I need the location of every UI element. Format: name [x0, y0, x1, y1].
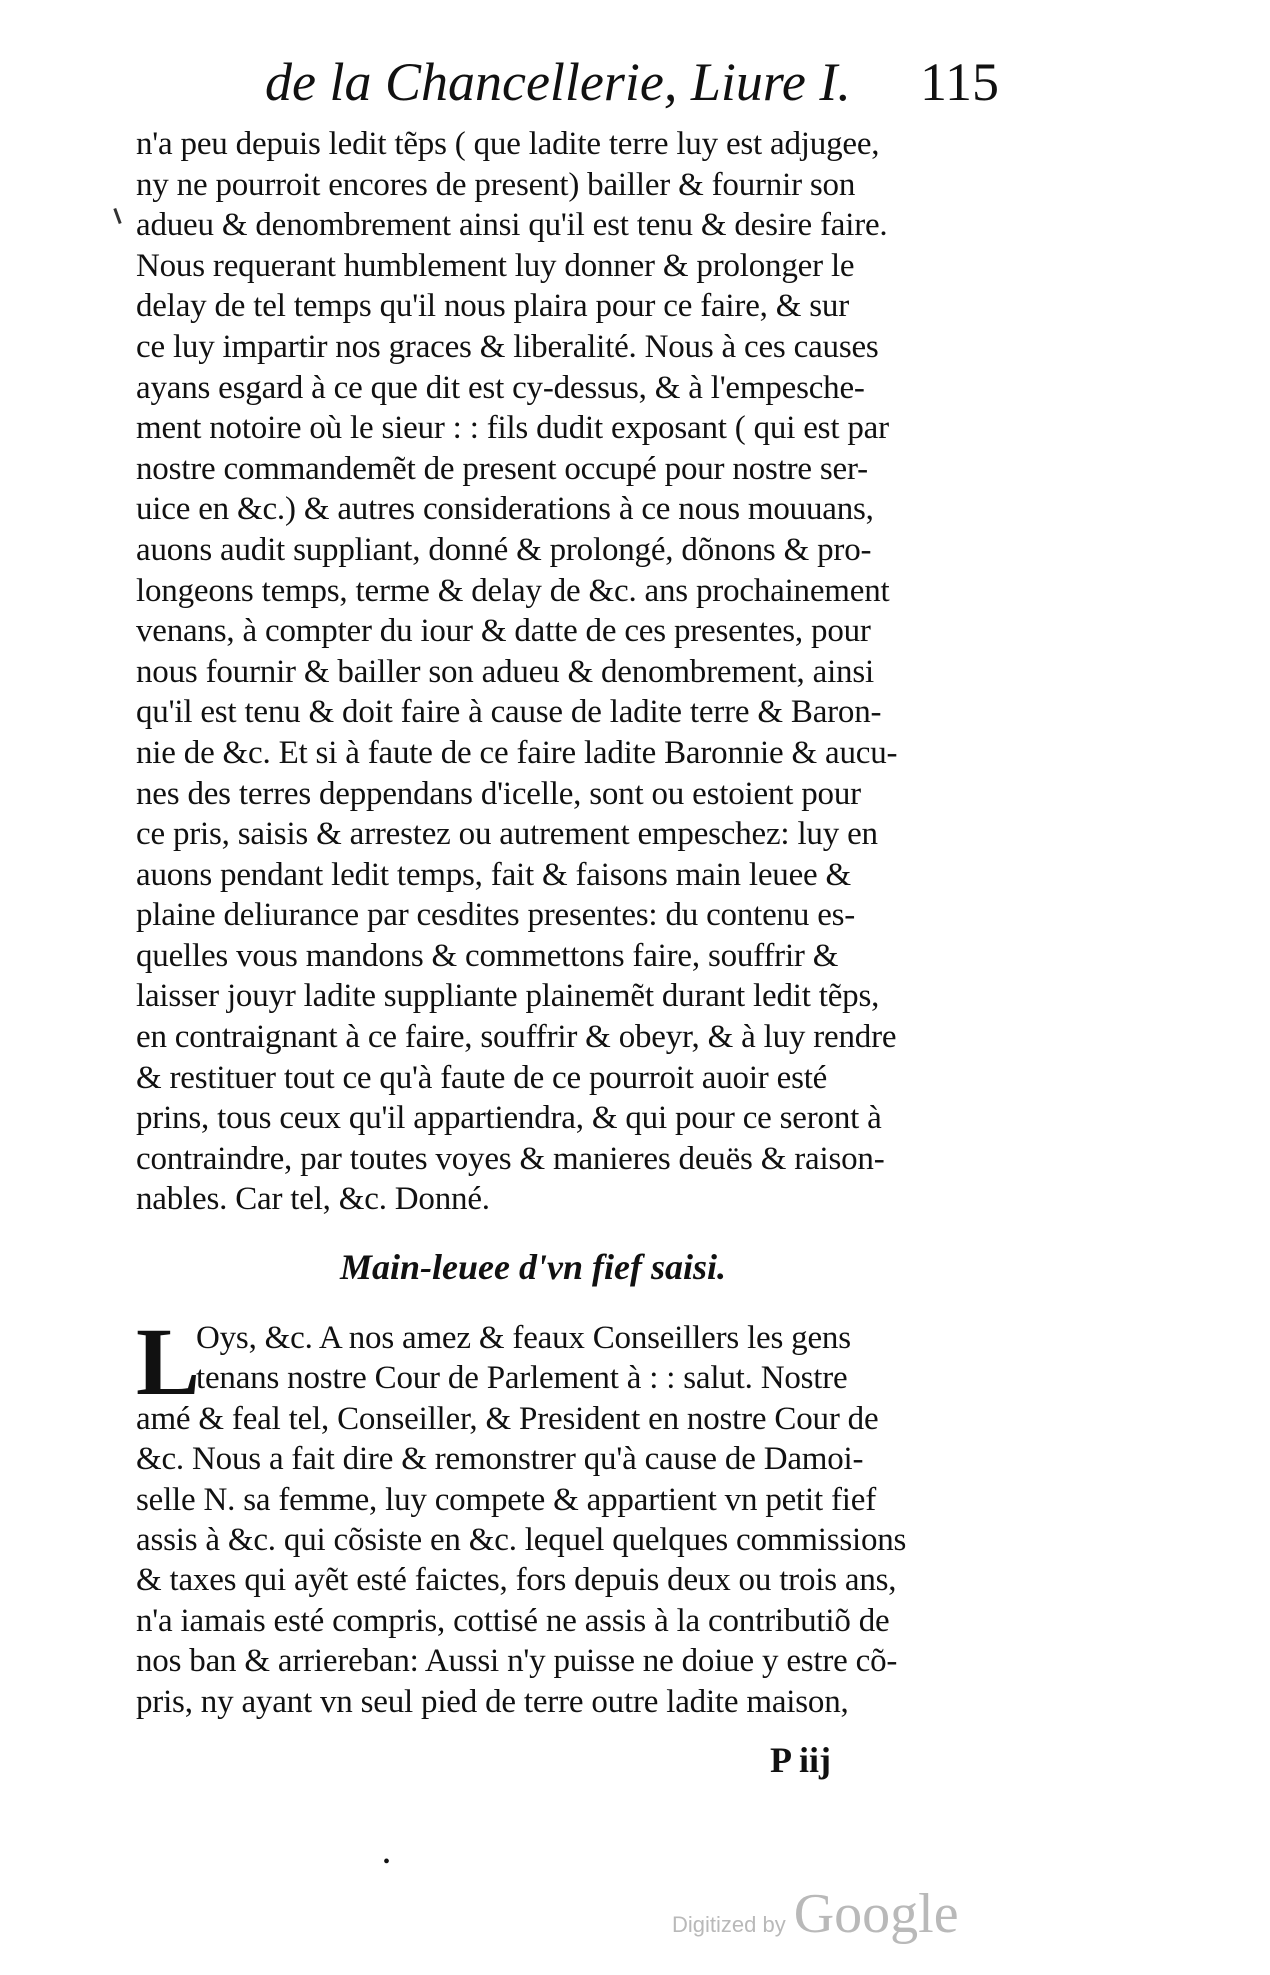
text-line: ce pris, saisis & arrestez ou autrement empeschez: luy en: [136, 816, 878, 853]
text-line: plaine deliurance par cesdites presentes: du contenu es-: [136, 897, 856, 934]
text-line: ment notoire où le sieur : : fils dudit exposant ( qui est par: [136, 410, 889, 447]
page-number: 115: [920, 52, 999, 112]
section-heading: Main-leuee d'vn fief saisi.: [340, 1247, 726, 1287]
section-paragraph: [136, 1308, 1006, 1722]
text-line: nes des terres deppendans d'icelle, sont ou estoient pour: [136, 775, 861, 812]
text-line: ce luy impartir nos graces & liberalité. Nous à ces causes: [136, 328, 879, 365]
text-line: contraindre, par toutes voyes & manieres deuës & raison-: [136, 1140, 885, 1177]
text-line: qu'il est tenu & doit faire à cause de ladite terre & Baron-: [136, 694, 882, 731]
ink-speck: •: [383, 1851, 391, 1873]
text-line: n'a peu depuis ledit tẽps ( que ladite terre luy est adjugee,: [136, 126, 880, 162]
text-line: delay de tel temps qu'il nous plaira pour ce faire, & sur: [136, 288, 849, 325]
text-line: auons audit suppliant, donné & prolongé, dõnons & pro-: [136, 531, 872, 568]
running-header: [265, 52, 1045, 112]
text-line: assis à &c. qui cõsiste en &c. lequel quelques commissions: [136, 1522, 907, 1559]
body-paragraph: [136, 124, 1006, 1220]
text-line: nostre commandemẽt de present occupé pour nostre ser-: [136, 450, 868, 487]
text-line: Oys, &c. A nos amez & feaux Conseillers les gens: [196, 1320, 851, 1356]
text-line: nie de &c. Et si à faute de ce faire ladite Baronnie & aucu-: [136, 734, 898, 771]
text-line: ayans esgard à ce que dit est cy-dessus, & à l'empesche-: [136, 369, 865, 406]
text-line: adueu & denombrement ainsi qu'il est tenu & desire faire.: [136, 207, 888, 244]
text-line: ny ne pourroit encores de present) bailler & fournir son: [136, 166, 856, 203]
digitized-watermark: [672, 1882, 959, 1946]
text-line: longeons temps, terme & delay de &c. ans prochainement: [136, 572, 890, 609]
text-line: quelles vous mandons & commettons faire, souffrir &: [136, 937, 839, 974]
google-logo: Google: [793, 1883, 959, 1945]
text-line: nous fournir & bailler son adueu & denombrement, ainsi: [136, 653, 874, 690]
text-line: laisser jouyr ladite suppliante plainemẽt durant ledit tẽps,: [136, 978, 880, 1015]
text-line: nables. Car tel, &c. Donné.: [136, 1181, 490, 1218]
text-line: & restituer tout ce qu'à faute de ce pourroit auoir esté: [136, 1059, 828, 1096]
text-line: uice en &c.) & autres considerations à ce nous mouuans,: [136, 491, 874, 528]
text-line: prins, tous ceux qu'il appartiendra, & qui pour ce seront à: [136, 1100, 882, 1137]
text-line: n'a iamais esté compris, cottisé ne assis à la contributiõ de: [136, 1602, 890, 1639]
signature-mark: P iij: [770, 1740, 831, 1780]
margin-mark: [113, 208, 121, 224]
text-line: tenans nostre Cour de Parlement à : : salut. Nostre: [196, 1360, 848, 1397]
watermark-prefix: Digitized by: [672, 1912, 786, 1937]
text-line: selle N. sa femme, luy compete & appartient vn petit fief: [136, 1481, 877, 1518]
text-line: pris, ny ayant vn seul pied de terre outre ladite maison,: [136, 1683, 849, 1720]
text-line: Nous requerant humblement luy donner & prolonger le: [136, 247, 855, 284]
text-line: & taxes qui ayẽt esté faictes, fors depuis deux ou trois ans,: [136, 1562, 897, 1599]
text-line: &c. Nous a fait dire & remonstrer qu'à cause de Damoi-: [136, 1441, 864, 1478]
drop-cap: L: [136, 1308, 200, 1415]
text-line: auons pendant ledit temps, fait & faisons main leuee &: [136, 856, 852, 893]
text-line: nos ban & arriereban: Aussi n'y puisse ne doiue y estre cõ-: [136, 1643, 898, 1680]
text-line: en contraignant à ce faire, souffrir & obeyr, & à luy rendre: [136, 1019, 897, 1056]
running-title: de la Chancellerie, Liure I.: [265, 52, 851, 112]
text-line: venans, à compter du iour & datte de ces presentes, pour: [136, 613, 871, 650]
text-line: amé & feal tel, Conseiller, & President en nostre Cour de: [136, 1400, 879, 1437]
